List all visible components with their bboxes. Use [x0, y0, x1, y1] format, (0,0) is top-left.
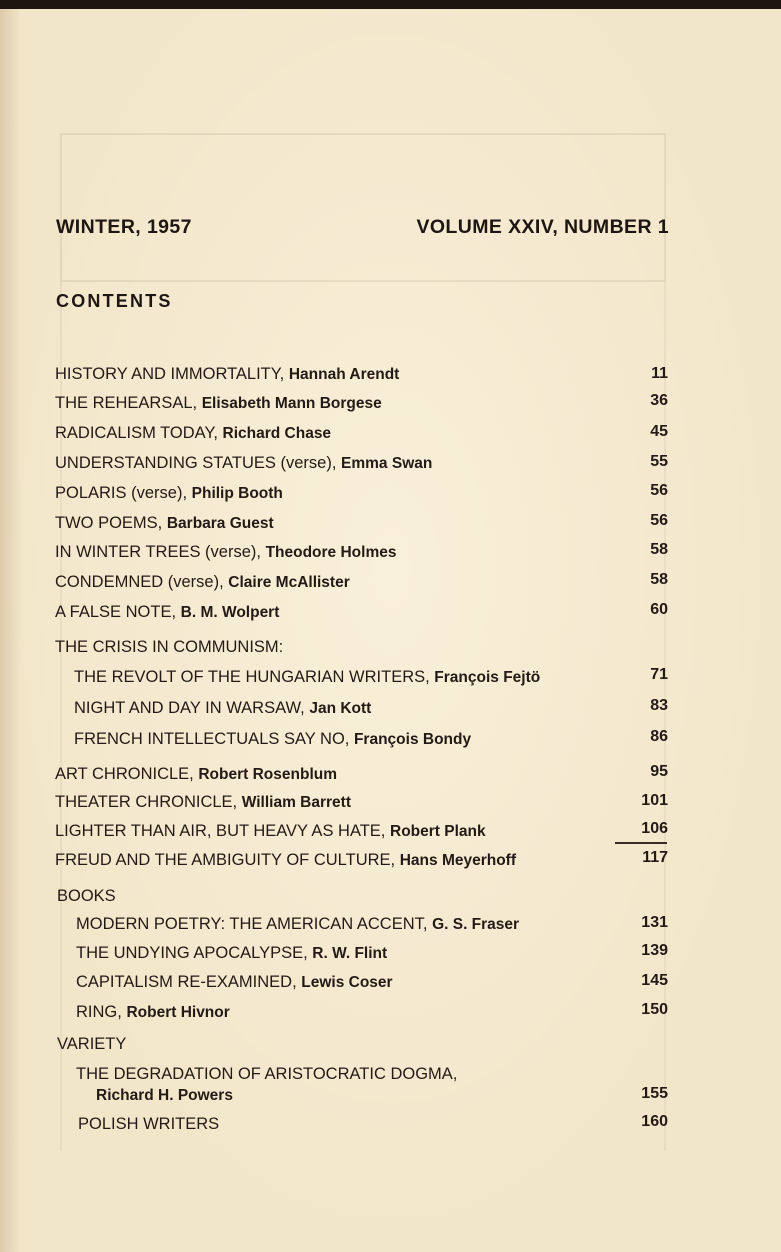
entry-title: THEATER CHRONICLE,	[55, 793, 238, 811]
entry-page: 131	[641, 914, 668, 931]
entry-page: 101	[641, 792, 668, 809]
entry-title: POLARIS (verse),	[55, 484, 188, 502]
entry-author: Barbara Guest	[166, 515, 274, 532]
section-heading-variety: VARIETY	[57, 1035, 127, 1053]
entry-title: TWO POEMS,	[55, 514, 163, 532]
bleed-through-frame	[60, 133, 666, 282]
entry-title: ART CHRONICLE,	[55, 765, 194, 783]
entry-title: FREUD AND THE AMBIGUITY OF CULTURE,	[55, 851, 396, 869]
entry-page: 45	[650, 423, 668, 440]
contents-heading: CONTENTS	[56, 291, 173, 311]
entry-author: G. S. Fraser	[432, 916, 520, 933]
entry-page: 150	[641, 1001, 668, 1018]
entry-author: Elisabeth Mann Borgese	[201, 395, 382, 412]
entry-title: NIGHT AND DAY IN WARSAW,	[74, 699, 305, 717]
section-heading-books: BOOKS	[57, 887, 116, 905]
entry-title: UNDERSTANDING STATUES (verse),	[55, 454, 337, 472]
entry-author: William Barrett	[241, 794, 351, 811]
entry-page: 117	[642, 849, 668, 866]
entry-author: François Bondy	[353, 731, 472, 748]
entry-page: 58	[650, 541, 668, 558]
entry-page: 86	[650, 728, 668, 745]
entry-author: Robert Plank	[390, 823, 486, 840]
entry-author: Theodore Holmes	[265, 544, 397, 561]
entry-title: IN WINTER TREES (verse),	[55, 543, 261, 561]
entry-title: HISTORY AND IMMORTALITY,	[55, 365, 285, 383]
entry-title: THE REVOLT OF THE HUNGARIAN WRITERS,	[74, 668, 430, 686]
entry-author: B. M. Wolpert	[180, 604, 280, 621]
section-heading-crisis: THE CRISIS IN COMMUNISM:	[55, 638, 284, 656]
entry-author: Lewis Coser	[301, 974, 393, 991]
entry-title: CAPITALISM RE-EXAMINED,	[76, 973, 297, 991]
entry-title: THE UNDYING APOCALYPSE,	[76, 944, 308, 962]
entry-title: THE DEGRADATION OF ARISTOCRATIC DOGMA,	[76, 1065, 458, 1083]
entry-title: POLISH WRITERS	[78, 1115, 220, 1133]
entry-author: Richard H. Powers	[96, 1087, 233, 1104]
entry-author: Claire McAllister	[228, 574, 350, 591]
entry-title: RING,	[76, 1003, 122, 1021]
entry-title: MODERN POETRY: THE AMERICAN ACCENT,	[76, 915, 428, 933]
entry-title: LIGHTER THAN AIR, BUT HEAVY AS HATE,	[55, 822, 386, 840]
entry-page: 139	[641, 942, 668, 959]
entry-author: R. W. Flint	[312, 945, 388, 962]
entry-author: Hannah Arendt	[288, 366, 400, 383]
entry-title: FRENCH INTELLECTUALS SAY NO,	[74, 730, 350, 748]
entry-page: 155	[641, 1085, 668, 1102]
entry-page: 145	[641, 972, 668, 989]
entry-page: 11	[651, 365, 668, 382]
entry-author: François Fejtö	[434, 669, 541, 686]
ink-underline-mark	[615, 842, 667, 844]
entry-author: Hans Meyerhoff	[399, 852, 517, 869]
entry-page: 60	[650, 601, 668, 618]
entry-author: Jan Kott	[309, 700, 372, 717]
entry-title: RADICALISM TODAY,	[55, 424, 218, 442]
entry-author: Philip Booth	[191, 485, 283, 502]
entry-page: 55	[650, 453, 668, 470]
entry-author: Emma Swan	[341, 455, 433, 472]
entry-author: Richard Chase	[222, 425, 332, 442]
entry-page: 58	[650, 571, 668, 588]
entry-author: Robert Rosenblum	[198, 766, 338, 783]
entry-page: 95	[650, 763, 668, 780]
entry-page: 36	[650, 392, 668, 409]
entry-page: 83	[650, 697, 668, 714]
entry-page: 56	[650, 482, 668, 499]
issue-volume: VOLUME XXIV, NUMBER 1	[416, 216, 669, 238]
issue-date: WINTER, 1957	[56, 216, 192, 238]
entry-title: THE REHEARSAL,	[55, 394, 198, 412]
entry-page: 106	[641, 820, 668, 837]
entry-title: CONDEMNED (verse),	[55, 573, 224, 591]
entry-page: 71	[650, 666, 668, 683]
entry-author: Robert Hivnor	[126, 1004, 230, 1021]
entry-page: 56	[650, 512, 668, 529]
entry-page: 160	[641, 1113, 668, 1130]
entry-title: A FALSE NOTE,	[55, 603, 177, 621]
